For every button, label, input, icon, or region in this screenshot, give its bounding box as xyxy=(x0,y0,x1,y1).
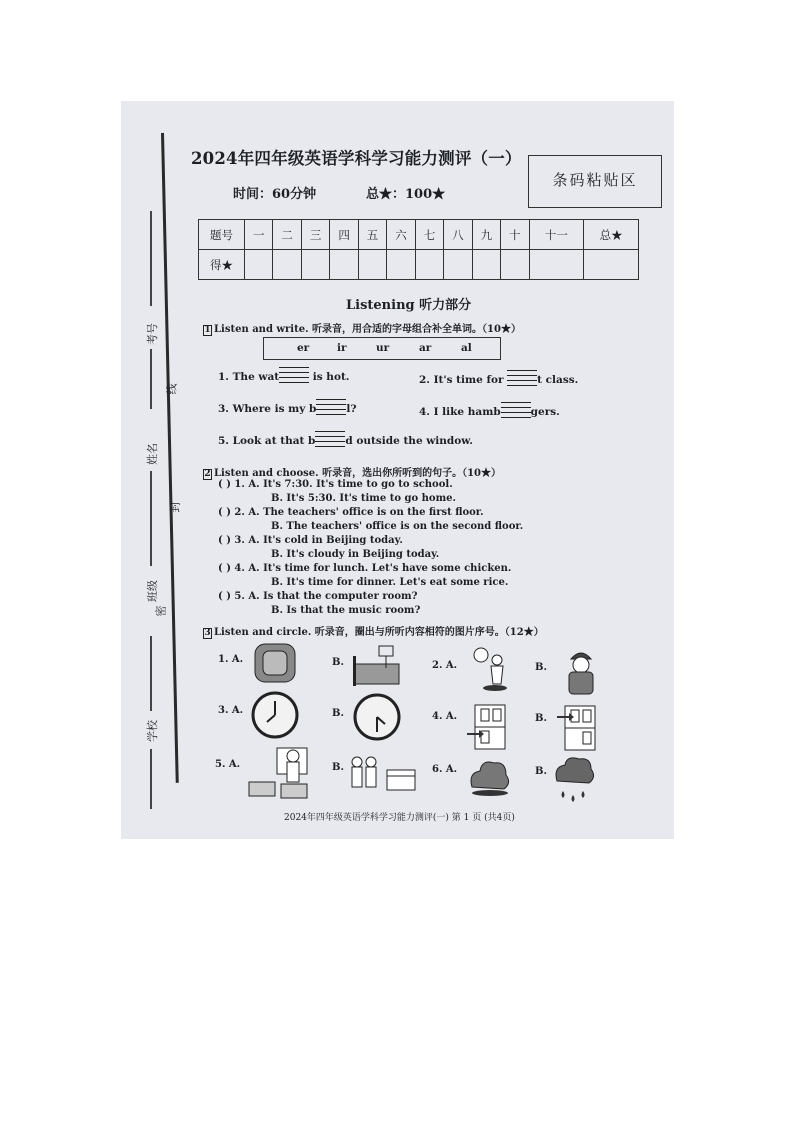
part2-number: 2 xyxy=(204,469,211,479)
score-input-cell[interactable] xyxy=(387,250,415,280)
part2-instruction xyxy=(203,464,501,480)
sports-field-image[interactable] xyxy=(249,641,303,685)
sidebar-name: 姓名 xyxy=(146,443,159,465)
item-text: 4. I like hamb xyxy=(419,406,501,418)
building-floor-image[interactable] xyxy=(467,703,509,751)
pic-label: B. xyxy=(332,657,344,668)
choice-item-b: B. It's time for dinner. Let's eat some rice. xyxy=(271,577,509,588)
blank-line xyxy=(150,471,152,566)
page-footer: 2024年四年级英语学科学习能力测评(一) 第 1 页 (共4页) xyxy=(284,813,515,823)
pic-label: B. xyxy=(535,766,547,777)
sunny-weather-image[interactable] xyxy=(467,644,511,692)
blank-line xyxy=(150,349,152,409)
score-input-cell[interactable] xyxy=(358,250,386,280)
part1-item-4 xyxy=(419,402,560,418)
exam-time: 时间：60分钟 xyxy=(233,187,317,202)
score-header-cell: 三 xyxy=(301,220,329,250)
blank-line xyxy=(150,749,152,809)
sidebar-seal: 封 xyxy=(168,501,182,513)
pic-label: B. xyxy=(535,713,547,724)
item-text: t class. xyxy=(537,374,579,386)
part1-number: 1 xyxy=(204,325,211,335)
exam-total: 总★：100★ xyxy=(366,187,446,202)
pic-label: 3. A. xyxy=(218,705,244,716)
clock-image[interactable] xyxy=(249,690,301,740)
sidebar-class: 班级 xyxy=(146,580,159,602)
letter-option: ar xyxy=(419,342,432,354)
score-header-cell: 总★ xyxy=(584,220,639,250)
barcode-area: 条码粘贴区 xyxy=(528,155,662,208)
choice-item-a: ( ) 5. A. Is that the computer room? xyxy=(218,591,418,602)
score-header-cell: 一 xyxy=(245,220,273,250)
cold-weather-image[interactable] xyxy=(563,647,599,697)
choice-item-a: ( ) 4. A. It's time for lunch. Let's have some chicken. xyxy=(218,563,512,574)
part1-text: Listen and write. 听录音，用合适的字母组合补全单词。（10★） xyxy=(214,324,521,335)
score-header-cell: 七 xyxy=(415,220,443,250)
choice-item-b: B. The teachers' office is on the second floor. xyxy=(271,521,524,532)
item-text: d outside the window. xyxy=(345,435,473,447)
item-text: l? xyxy=(346,403,357,415)
score-header-cell: 六 xyxy=(387,220,415,250)
score-input-cell[interactable] xyxy=(301,250,329,280)
letter-option: ur xyxy=(376,342,390,354)
letter-option: al xyxy=(461,342,472,354)
score-header-cell: 五 xyxy=(358,220,386,250)
building-floor-image[interactable] xyxy=(557,704,599,752)
section-title: Listening 听力部分 xyxy=(346,298,472,313)
score-header-cell: 四 xyxy=(330,220,358,250)
score-input-cell[interactable] xyxy=(472,250,500,280)
letter-box xyxy=(263,337,501,360)
blank-line xyxy=(150,211,152,306)
score-input-cell[interactable] xyxy=(584,250,639,280)
score-header-cell: 八 xyxy=(444,220,472,250)
answer-blank[interactable] xyxy=(316,399,346,415)
pic-label: 1. A. xyxy=(218,654,244,665)
classroom-image[interactable] xyxy=(247,744,311,802)
score-header-cell: 二 xyxy=(273,220,301,250)
score-input-cell[interactable] xyxy=(330,250,358,280)
score-input-cell[interactable] xyxy=(529,250,584,280)
binding-line xyxy=(161,133,179,783)
sidebar-exam-no: 考号 xyxy=(146,323,159,345)
clock-image[interactable] xyxy=(351,692,403,742)
part1-item-3 xyxy=(218,399,357,415)
pic-label: 4. A. xyxy=(432,711,458,722)
blank-line xyxy=(150,636,152,711)
item-text: gers. xyxy=(530,406,560,418)
part1-item-5 xyxy=(218,431,473,447)
part3-instruction xyxy=(203,623,544,639)
answer-blank[interactable] xyxy=(315,431,345,447)
choice-item-a: ( ) 3. A. It's cold in Beijing today. xyxy=(218,535,403,546)
score-input-cell[interactable] xyxy=(245,250,273,280)
part1-instruction xyxy=(203,320,521,336)
exam-title: 2024年四年级英语学科学习能力测评（一） xyxy=(191,149,522,168)
choice-item-a: ( ) 2. A. The teachers' office is on the first floor. xyxy=(218,507,484,518)
cloudy-weather-image[interactable] xyxy=(466,753,512,799)
choice-item-b: B. It's 5:30. It's time to go home. xyxy=(271,493,457,504)
basketball-court-image[interactable] xyxy=(351,642,403,688)
score-header-cell: 九 xyxy=(472,220,500,250)
sidebar-line: 线 xyxy=(165,383,179,395)
score-header-cell: 十一 xyxy=(529,220,584,250)
score-label-cell: 得★ xyxy=(199,250,245,280)
item-text: 1. The wat xyxy=(218,371,280,383)
pic-label: B. xyxy=(535,662,547,673)
part1-item-1 xyxy=(218,367,349,383)
part3-text: Listen and circle. 听录音，圈出与所听内容相符的图片序号。（12★） xyxy=(214,627,544,638)
choice-item-b: B. Is that the music room? xyxy=(271,605,421,616)
part2-text: Listen and choose. 听录音，选出你所听到的句子。（10★） xyxy=(214,468,501,479)
part3-number: 3 xyxy=(204,628,211,638)
score-table xyxy=(198,219,639,280)
pic-label: 2. A. xyxy=(432,660,458,671)
choice-item-a: ( ) 1. A. It's 7:30. It's time to go to school. xyxy=(218,479,453,490)
letter-option: ir xyxy=(337,342,347,354)
pic-label: 6. A. xyxy=(432,764,458,775)
score-input-cell[interactable] xyxy=(501,250,529,280)
score-header-cell: 十 xyxy=(501,220,529,250)
sidebar-sealed: 密 xyxy=(154,605,168,617)
pic-label: B. xyxy=(332,762,344,773)
choice-item-b: B. It's cloudy in Beijing today. xyxy=(271,549,440,560)
pic-label: B. xyxy=(332,708,344,719)
score-input-cell[interactable] xyxy=(273,250,301,280)
answer-blank[interactable] xyxy=(279,367,309,383)
score-input-cell[interactable] xyxy=(444,250,472,280)
score-table-header-row xyxy=(199,220,639,250)
sidebar-school: 学校 xyxy=(146,720,159,742)
score-table-score-row xyxy=(199,250,639,280)
pic-label: 5. A. xyxy=(215,759,241,770)
item-text: is hot. xyxy=(312,371,350,383)
answer-blank[interactable] xyxy=(507,370,537,386)
rainy-weather-image[interactable] xyxy=(553,753,599,809)
item-text: 2. It's time for xyxy=(419,374,504,386)
part1-item-2 xyxy=(419,370,578,386)
answer-blank[interactable] xyxy=(501,402,531,418)
score-input-cell[interactable] xyxy=(415,250,443,280)
letter-option: er xyxy=(297,342,310,354)
exam-paper xyxy=(121,101,674,839)
score-header-cell: 题号 xyxy=(199,220,245,250)
item-text: 3. Where is my b xyxy=(218,403,317,415)
music-room-image[interactable] xyxy=(347,752,417,800)
item-text: 5. Look at that b xyxy=(218,435,316,447)
